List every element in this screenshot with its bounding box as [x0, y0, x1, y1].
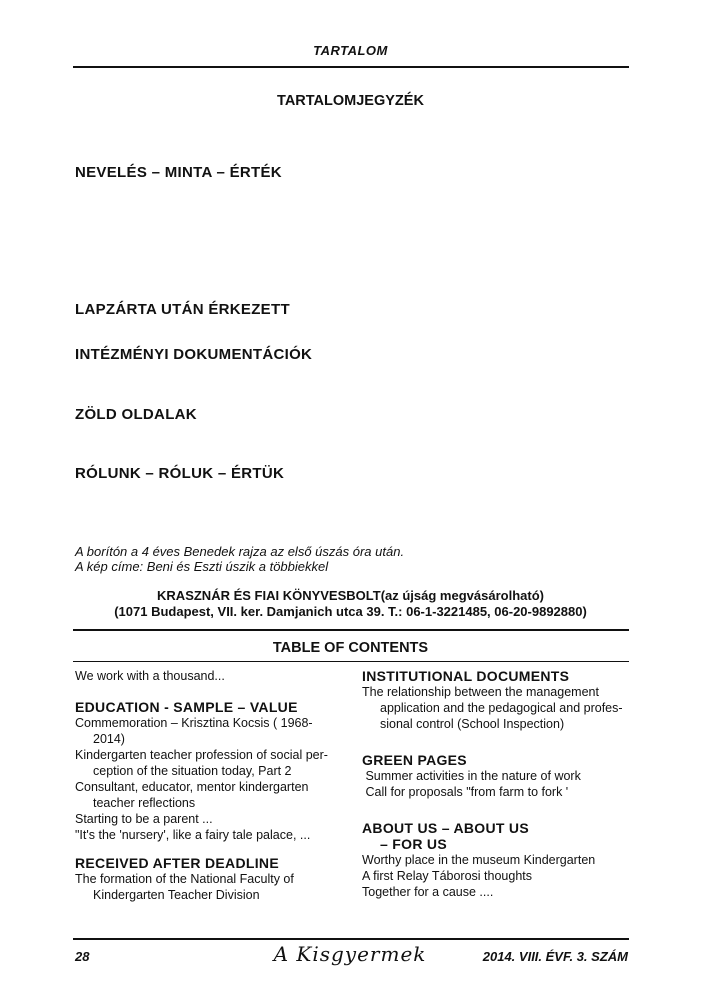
- en-institutional-list: [362, 684, 632, 732]
- toc-section-heading: NEVELÉS – MINTA – ÉRTÉK: [75, 164, 282, 181]
- toc-en-right-column: [362, 668, 632, 900]
- en-section-received: RECEIVED AFTER DEADLINE: [75, 855, 279, 871]
- running-header: TARTALOM: [313, 43, 388, 58]
- bookshop-name: KRASZNÁR ÉS FIAI KÖNYVESBOLT(az újság megvásárolható): [157, 588, 544, 603]
- list-item: Call for proposals "from farm to fork ': [362, 785, 569, 799]
- list-item: The formation of the National Faculty of: [75, 872, 294, 886]
- en-section-about-b: – FOR US: [380, 836, 447, 852]
- bookshop-address: (1071 Budapest, VII. ker. Damjanich utca 39. T.: 06-1-3221485, 06-20-9892880): [114, 604, 587, 619]
- en-received-list: [75, 871, 345, 903]
- en-about-list: [362, 852, 632, 900]
- list-item: Summer activities in the nature of work: [362, 769, 581, 783]
- list-item: Worthy place in the museum Kindergarten: [362, 853, 596, 867]
- toc-en-title: TABLE OF CONTENTS: [272, 640, 429, 656]
- toc-section-heading: RÓLUNK – RÓLUK – ÉRTÜK: [75, 465, 285, 482]
- list-item: Kindergarten Teacher Division: [93, 888, 260, 902]
- list-item: The relationship between the management: [362, 685, 599, 699]
- list-item: Starting to be a parent ...: [75, 812, 213, 826]
- toc-en-rule: [73, 661, 629, 662]
- en-education-list: [75, 715, 345, 843]
- en-section-green: GREEN PAGES: [362, 752, 467, 768]
- en-section-education: EDUCATION - SAMPLE – VALUE: [75, 699, 298, 715]
- list-item: Together for a cause ....: [362, 885, 494, 899]
- toc-hu-title: TARTALOMJEGYZÉK: [277, 93, 424, 109]
- toc-section-heading: INTÉZMÉNYI DOKUMENTÁCIÓK: [75, 346, 313, 363]
- toc-section-heading: LAPZÁRTA UTÁN ÉRKEZETT: [75, 301, 290, 318]
- list-item: Kindergarten teacher profession of social per-: [75, 748, 328, 762]
- cover-note-1: A borítón a 4 éves Benedek rajza az első úszás óra után.: [75, 544, 405, 559]
- list-item: teacher reflections: [93, 796, 196, 810]
- list-item: Commemoration – Krisztina Kocsis ( 1968-: [75, 716, 313, 730]
- magazine-name: A Kisgyermek: [273, 942, 427, 966]
- en-section-about-a: ABOUT US – ABOUT US: [362, 820, 529, 836]
- list-item: 2014): [93, 732, 125, 746]
- list-item: sional control (School Inspection): [380, 717, 565, 731]
- issue-info: 2014. VIII. ÉVF. 3. SZÁM: [482, 949, 628, 964]
- en-section-institutional: INSTITUTIONAL DOCUMENTS: [362, 668, 570, 684]
- middle-rule: [73, 629, 629, 631]
- cover-note-2: A kép címe: Beni és Eszti úszik a többiekkel: [75, 559, 329, 574]
- en-green-list: [362, 768, 632, 800]
- en-intro: We work with a thousand...: [75, 669, 225, 683]
- list-item: Consultant, educator, mentor kindergarten: [75, 780, 309, 794]
- list-item: A first Relay Táborosi thoughts: [362, 869, 532, 883]
- footer-rule: [73, 938, 629, 940]
- toc-en-left-column: [75, 668, 345, 903]
- header-rule: [73, 66, 629, 68]
- list-item: "It's the 'nursery', like a fairy tale palace, ...: [75, 828, 311, 842]
- toc-section-heading: ZÖLD OLDALAK: [75, 406, 197, 423]
- list-item: ception of the situation today, Part 2: [93, 764, 292, 778]
- page-number: 28: [75, 949, 90, 964]
- list-item: application and the pedagogical and profes-: [380, 701, 623, 715]
